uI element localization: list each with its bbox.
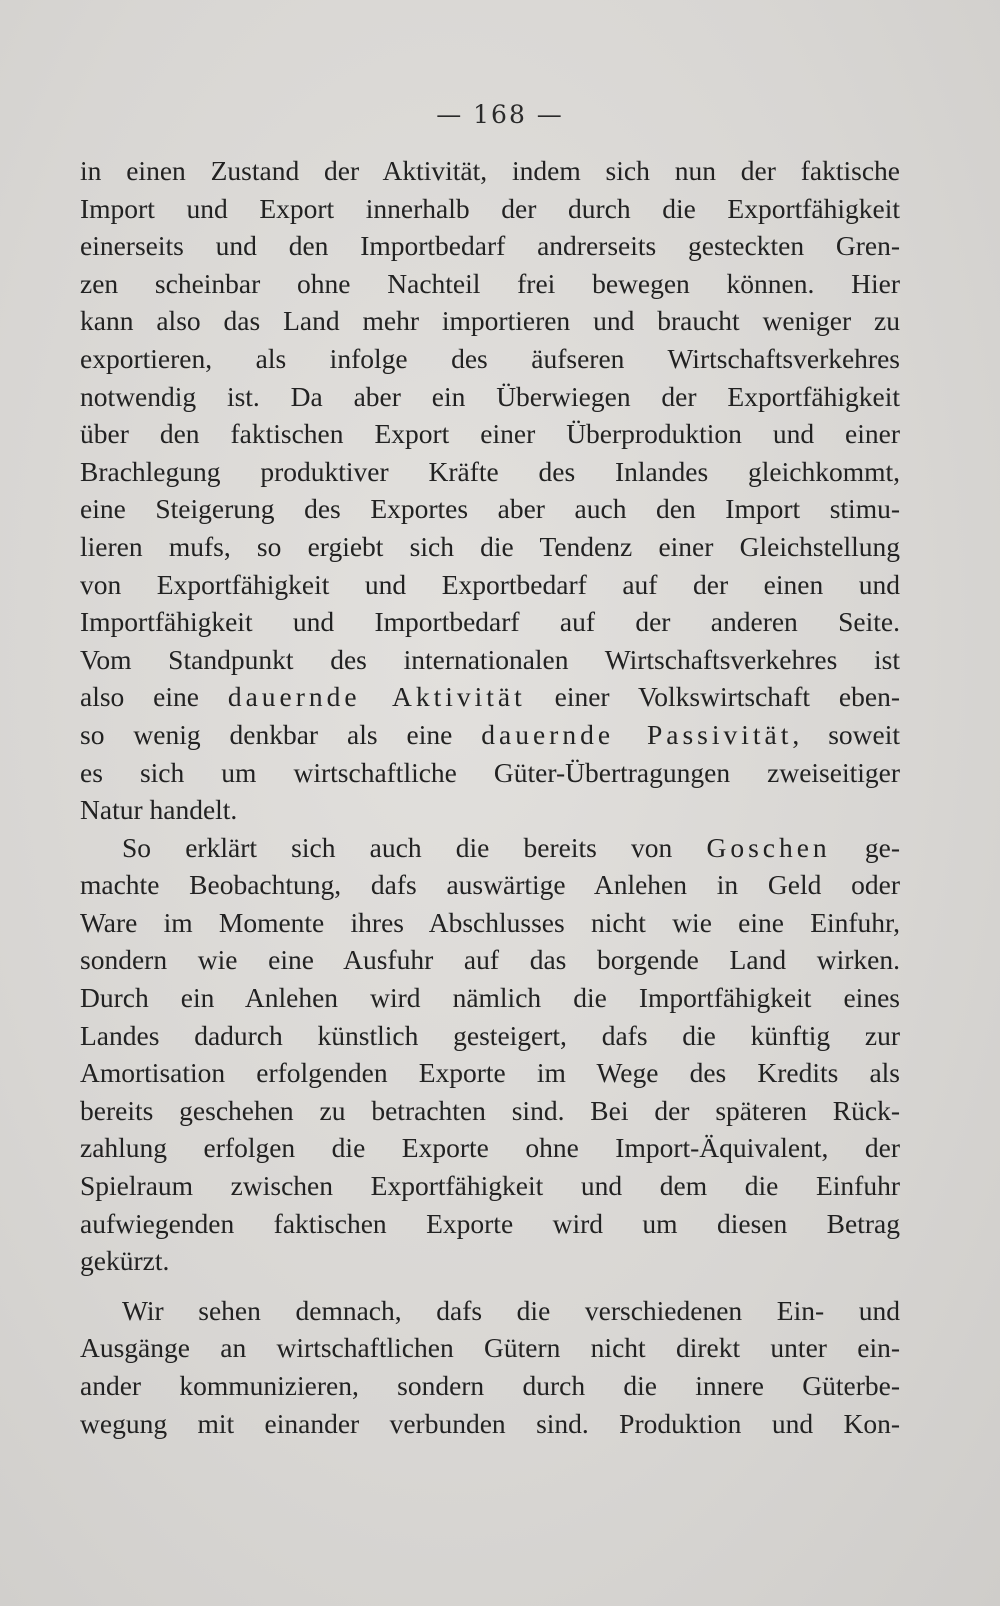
- text-segment: So erklärt sich auch die bereits von: [122, 831, 707, 863]
- text-line: Durch ein Anlehen wird nämlich die Importfähigkeit eines: [80, 982, 900, 1014]
- text-line: Vom Standpunkt des internationalen Wirtschaftsverkehres ist: [80, 643, 900, 675]
- paragraph-2: [80, 829, 900, 1280]
- paragraph-1: [80, 152, 900, 829]
- text-line: einerseits und den Importbedarf andrerseits gesteckten Gren-: [80, 230, 900, 262]
- text-segment: einer Volkswirtschaft eben-: [525, 681, 900, 713]
- emphasized-text: dauernde Aktivität: [227, 681, 526, 713]
- text-line: notwendig ist. Da aber ein Überwiegen der Exportfähigkeit: [80, 380, 900, 412]
- text-line: Spielraum zwischen Exportfähigkeit und dem die Einfuhr: [80, 1170, 900, 1202]
- text-line: zahlung erfolgen die Exporte ohne Import-Äquivalent, der: [80, 1132, 900, 1164]
- page-number: — 168 —: [436, 100, 564, 129]
- text-segment: also eine: [80, 681, 228, 713]
- paragraph-3: [80, 1292, 900, 1442]
- text-line: bereits geschehen zu betrachten sind. Bei der späteren Rück-: [80, 1094, 900, 1126]
- text-line: [80, 716, 900, 754]
- text-line: Amortisation erfolgenden Exporte im Wege des Kredits als: [80, 1057, 900, 1089]
- text-line: Import und Export innerhalb der durch die Exportfähigkeit: [80, 192, 900, 224]
- text-segment: ge-: [830, 831, 900, 863]
- text-line: Ware im Momente ihres Abschlusses nicht wie eine Einfuhr,: [80, 906, 900, 938]
- text-segment: , soweit: [792, 718, 900, 750]
- emphasized-text: dauernde Passivität: [481, 718, 793, 750]
- text-line: es sich um wirtschaftliche Güter-Übertragungen zweiseitiger: [80, 756, 900, 788]
- text-line: eine Steigerung des Exportes aber auch den Import stimu-: [80, 493, 900, 525]
- text-line: Wir sehen demnach, dafs die verschiedenen Ein- und: [122, 1294, 900, 1326]
- text-line: wegung mit einander verbunden sind. Produktion und Kon-: [80, 1407, 900, 1439]
- text-line: gekürzt.: [80, 1245, 170, 1277]
- text-line: über den faktischen Export einer Überproduktion und einer: [80, 418, 900, 450]
- text-line: kann also das Land mehr importieren und braucht weniger zu: [80, 305, 900, 337]
- text-line: ander kommunizieren, sondern durch die innere Güterbe-: [80, 1370, 900, 1401]
- text-line: von Exportfähigkeit und Exportbedarf auf der einen und: [80, 568, 900, 600]
- text-line: in einen Zustand der Aktivität, indem sich nun der faktische: [80, 155, 900, 186]
- emphasized-text: Goschen: [706, 831, 831, 863]
- text-segment: so wenig denkbar als eine: [80, 718, 482, 750]
- text-line: Ausgänge an wirtschaftlichen Gütern nicht direkt unter ein-: [80, 1332, 900, 1364]
- text-line: Landes dadurch künstlich gesteigert, dafs die künftig zur: [80, 1019, 900, 1051]
- body-text: [80, 152, 900, 1442]
- text-line: [80, 829, 900, 867]
- text-line: Brachlegung produktiver Kräfte des Inlandes gleichkommt,: [80, 455, 900, 487]
- text-line: zen scheinbar ohne Nachteil frei bewegen können. Hier: [80, 267, 900, 299]
- text-line: machte Beobachtung, dafs auswärtige Anlehen in Geld oder: [80, 869, 900, 901]
- text-line: aufwiegenden faktischen Exporte wird um diesen Betrag: [80, 1207, 900, 1239]
- text-line: [80, 678, 900, 716]
- text-line: lieren mufs, so ergiebt sich die Tendenz einer Gleichstellung: [80, 530, 900, 562]
- text-line: sondern wie eine Ausfuhr auf das borgende Land wirken.: [80, 944, 900, 976]
- text-line: Natur handelt.: [80, 794, 238, 826]
- text-line: Importfähigkeit und Importbedarf auf der anderen Seite.: [80, 606, 900, 638]
- text-line: exportieren, als infolge des äufseren Wirtschaftsverkehres: [80, 342, 900, 374]
